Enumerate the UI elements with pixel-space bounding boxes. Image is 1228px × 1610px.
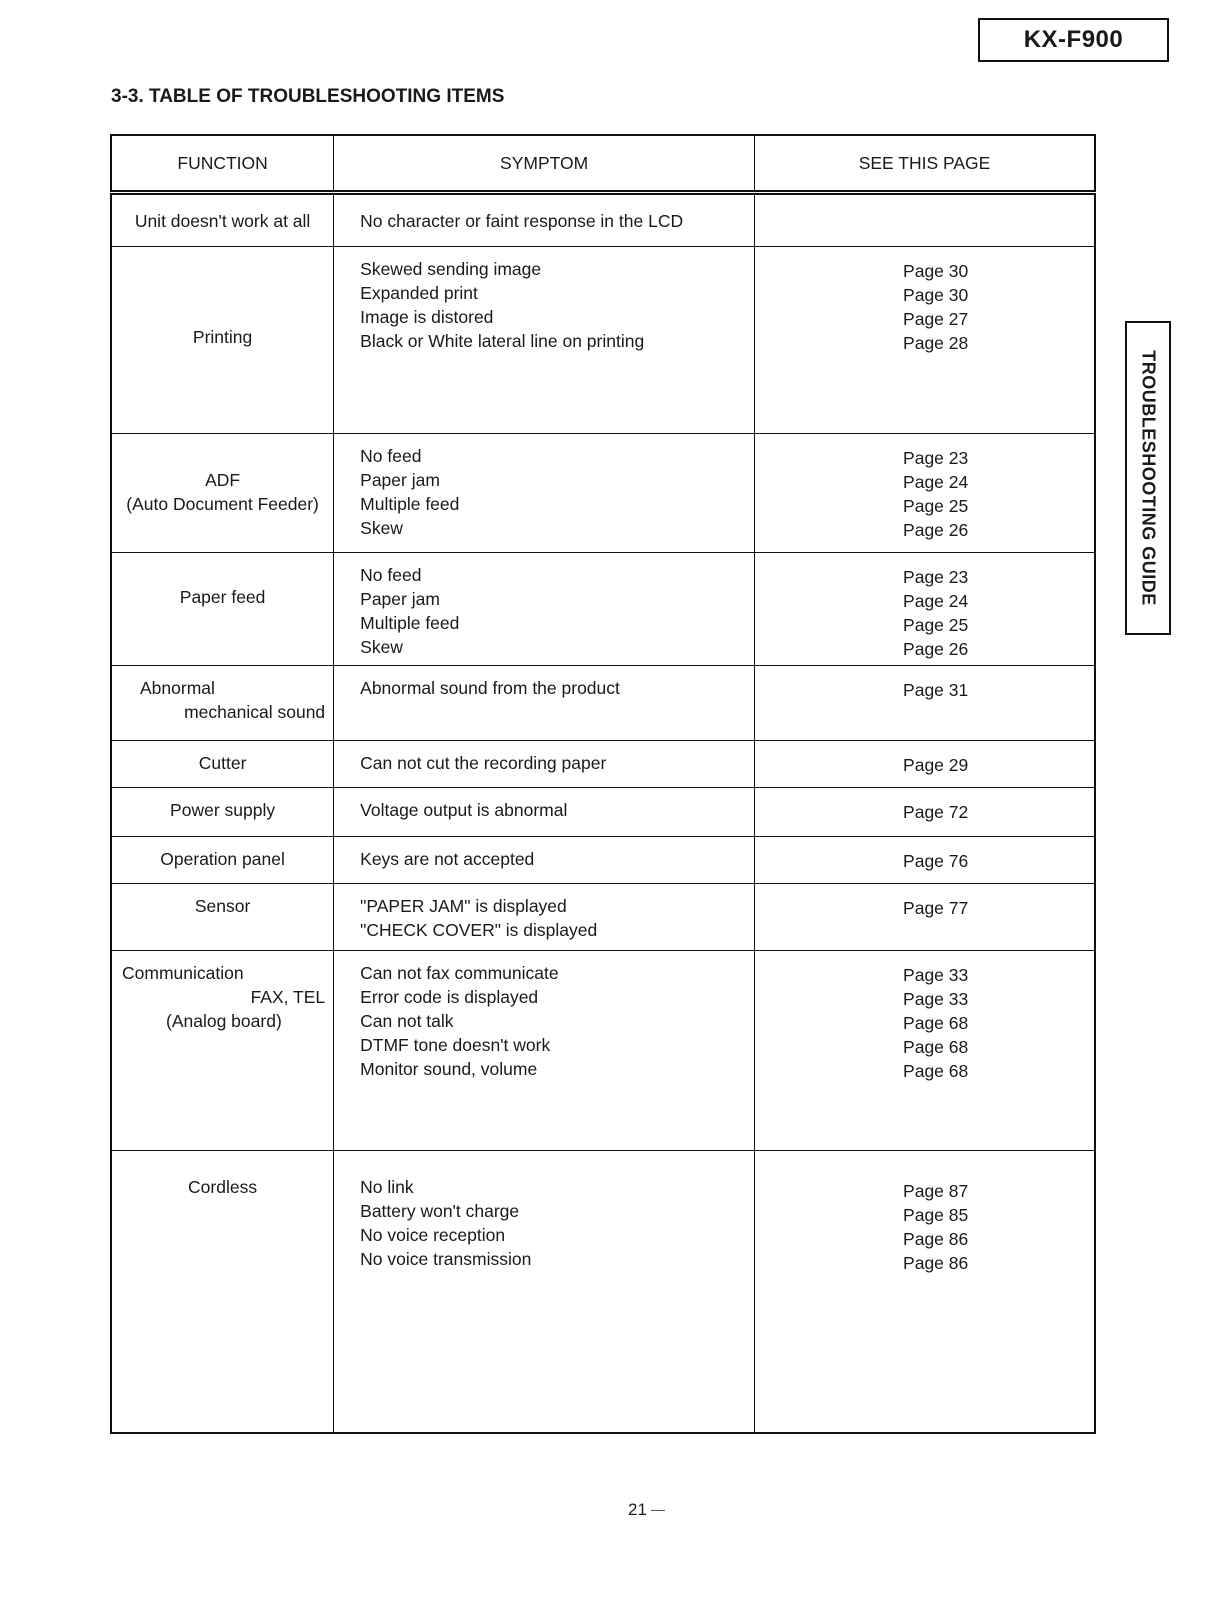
function-text: (Auto Document Feeder) <box>126 494 319 514</box>
page-ref: Page 33 <box>903 965 969 985</box>
page-ref: Page 23 <box>903 448 969 468</box>
page-number-dash <box>651 1510 665 1511</box>
page-ref: Page 30 <box>903 261 969 281</box>
page-ref: Page 68 <box>903 1037 969 1057</box>
function-cell <box>111 553 334 666</box>
table-row <box>111 434 1095 553</box>
page-cell <box>755 553 1095 666</box>
table-row <box>111 666 1095 741</box>
function-text: Cordless <box>188 1177 258 1197</box>
symptom-text: "PAPER JAM" is displayed <box>360 896 567 916</box>
function-cell <box>111 1151 334 1434</box>
side-tab-label: TROUBLESHOOTING GUIDE <box>1138 350 1159 606</box>
symptom-text: Can not talk <box>360 1011 454 1031</box>
page-cell <box>755 193 1095 247</box>
symptom-text: Paper jam <box>360 470 440 490</box>
function-text: Cutter <box>198 753 247 773</box>
function-cell <box>111 741 334 788</box>
model-number: KX-F900 <box>1023 26 1124 53</box>
page-cell <box>755 666 1095 741</box>
symptom-cell <box>334 884 755 951</box>
page-ref: Page 86 <box>903 1253 969 1273</box>
page-ref: Page 68 <box>903 1013 969 1033</box>
function-cell <box>111 666 334 741</box>
page-ref: Page 26 <box>903 639 969 659</box>
symptom-text: Battery won't charge <box>360 1201 520 1221</box>
table-row <box>111 1151 1095 1434</box>
function-cell <box>111 884 334 951</box>
symptom-text: Multiple feed <box>360 613 460 633</box>
function-text: ADF <box>205 470 241 490</box>
symptom-text: Abnormal sound from the product <box>360 678 620 698</box>
page-ref: Page 24 <box>903 591 969 611</box>
symptom-text: No voice reception <box>360 1225 506 1245</box>
symptom-text: Paper jam <box>360 589 440 609</box>
symptom-cell <box>334 193 755 247</box>
symptom-text: Black or White lateral line on printing <box>360 331 645 351</box>
table-row <box>111 951 1095 1151</box>
page-number-text: 21 <box>628 1500 647 1519</box>
symptom-text: Can not fax communicate <box>360 963 559 983</box>
page-ref: Page 77 <box>903 898 969 918</box>
symptom-cell <box>334 788 755 837</box>
table-row <box>111 788 1095 837</box>
model-number-box <box>978 18 1169 62</box>
symptom-cell <box>334 553 755 666</box>
function-text: Abnormal <box>140 678 215 698</box>
symptom-text: No feed <box>360 446 422 466</box>
page-cell <box>755 434 1095 553</box>
page-ref: Page 76 <box>903 851 969 871</box>
function-text: Sensor <box>194 896 251 916</box>
function-text: Paper feed <box>179 587 266 607</box>
function-text: (Analog board) <box>166 1011 282 1031</box>
function-text: Communication <box>122 963 244 983</box>
page-ref: Page 24 <box>903 472 969 492</box>
function-cell <box>111 193 334 247</box>
page-ref: Page 26 <box>903 520 969 540</box>
page-ref: Page 85 <box>903 1205 969 1225</box>
symptom-text: Image is distored <box>360 307 494 327</box>
troubleshooting-table <box>110 134 1096 1434</box>
function-text: mechanical sound <box>184 702 326 722</box>
page-ref: Page 33 <box>903 989 969 1009</box>
symptom-text: No link <box>360 1177 414 1197</box>
column-header-function: FUNCTION <box>111 135 334 193</box>
page-cell <box>755 884 1095 951</box>
page-ref: Page 72 <box>903 802 969 822</box>
table-row <box>111 193 1095 247</box>
function-cell <box>111 837 334 884</box>
symptom-cell <box>334 247 755 434</box>
page-number <box>628 1500 665 1520</box>
table-row <box>111 553 1095 666</box>
column-header-symptom: SYMPTOM <box>334 135 755 193</box>
page-cell <box>755 951 1095 1151</box>
symptom-text: "CHECK COVER" is displayed <box>360 920 598 940</box>
symptom-text: Skew <box>360 637 403 657</box>
symptom-text: No feed <box>360 565 422 585</box>
symptom-text: Skewed sending image <box>360 259 542 279</box>
symptom-cell <box>334 951 755 1151</box>
page-ref: Page 25 <box>903 496 969 516</box>
symptom-text: Voltage output is abnormal <box>360 800 568 820</box>
column-header-page: SEE THIS PAGE <box>755 135 1095 193</box>
symptom-text: Error code is displayed <box>360 987 539 1007</box>
function-cell <box>111 788 334 837</box>
section-title: 3-3. TABLE OF TROUBLESHOOTING ITEMS <box>111 86 505 107</box>
function-text: Printing <box>192 327 253 347</box>
symptom-cell <box>334 741 755 788</box>
page-ref: Page 86 <box>903 1229 969 1249</box>
page-ref: Page 25 <box>903 615 969 635</box>
function-text: Power supply <box>170 800 276 820</box>
symptom-text: DTMF tone doesn't work <box>360 1035 551 1055</box>
table-row <box>111 741 1095 788</box>
symptom-cell <box>334 837 755 884</box>
page-cell <box>755 1151 1095 1434</box>
symptom-text: Can not cut the recording paper <box>360 753 607 773</box>
page-ref: Page 87 <box>903 1181 969 1201</box>
page-ref: Page 31 <box>903 680 969 700</box>
function-cell <box>111 951 334 1151</box>
symptom-text: Skew <box>360 518 403 538</box>
symptom-text: No character or faint response in the LCD <box>360 210 684 231</box>
symptom-text: Monitor sound, volume <box>360 1059 538 1079</box>
page-ref: Page 28 <box>903 333 969 353</box>
symptom-text: Expanded print <box>360 283 478 303</box>
symptom-text: Multiple feed <box>360 494 460 514</box>
symptom-cell <box>334 1151 755 1434</box>
symptom-text: No voice transmission <box>360 1249 532 1269</box>
page-cell <box>755 837 1095 884</box>
page-cell <box>755 741 1095 788</box>
page-cell <box>755 247 1095 434</box>
page-ref: Page 30 <box>903 285 969 305</box>
side-tab <box>1125 321 1171 635</box>
function-text: Operation panel <box>160 849 285 869</box>
page-cell <box>755 788 1095 837</box>
function-cell <box>111 247 334 434</box>
table-row <box>111 837 1095 884</box>
page-ref: Page 23 <box>903 567 969 587</box>
page-ref: Page 68 <box>903 1061 969 1081</box>
table-row <box>111 247 1095 434</box>
symptom-text: Keys are not accepted <box>360 849 535 869</box>
page-ref: Page 27 <box>903 309 969 329</box>
table-row <box>111 884 1095 951</box>
symptom-cell <box>334 434 755 553</box>
table-header-row <box>111 135 1095 193</box>
function-cell <box>111 434 334 553</box>
symptom-cell <box>334 666 755 741</box>
function-text: Unit doesn't work at all <box>134 210 311 231</box>
function-text: FAX, TEL <box>250 987 326 1007</box>
page-ref: Page 29 <box>903 755 969 775</box>
